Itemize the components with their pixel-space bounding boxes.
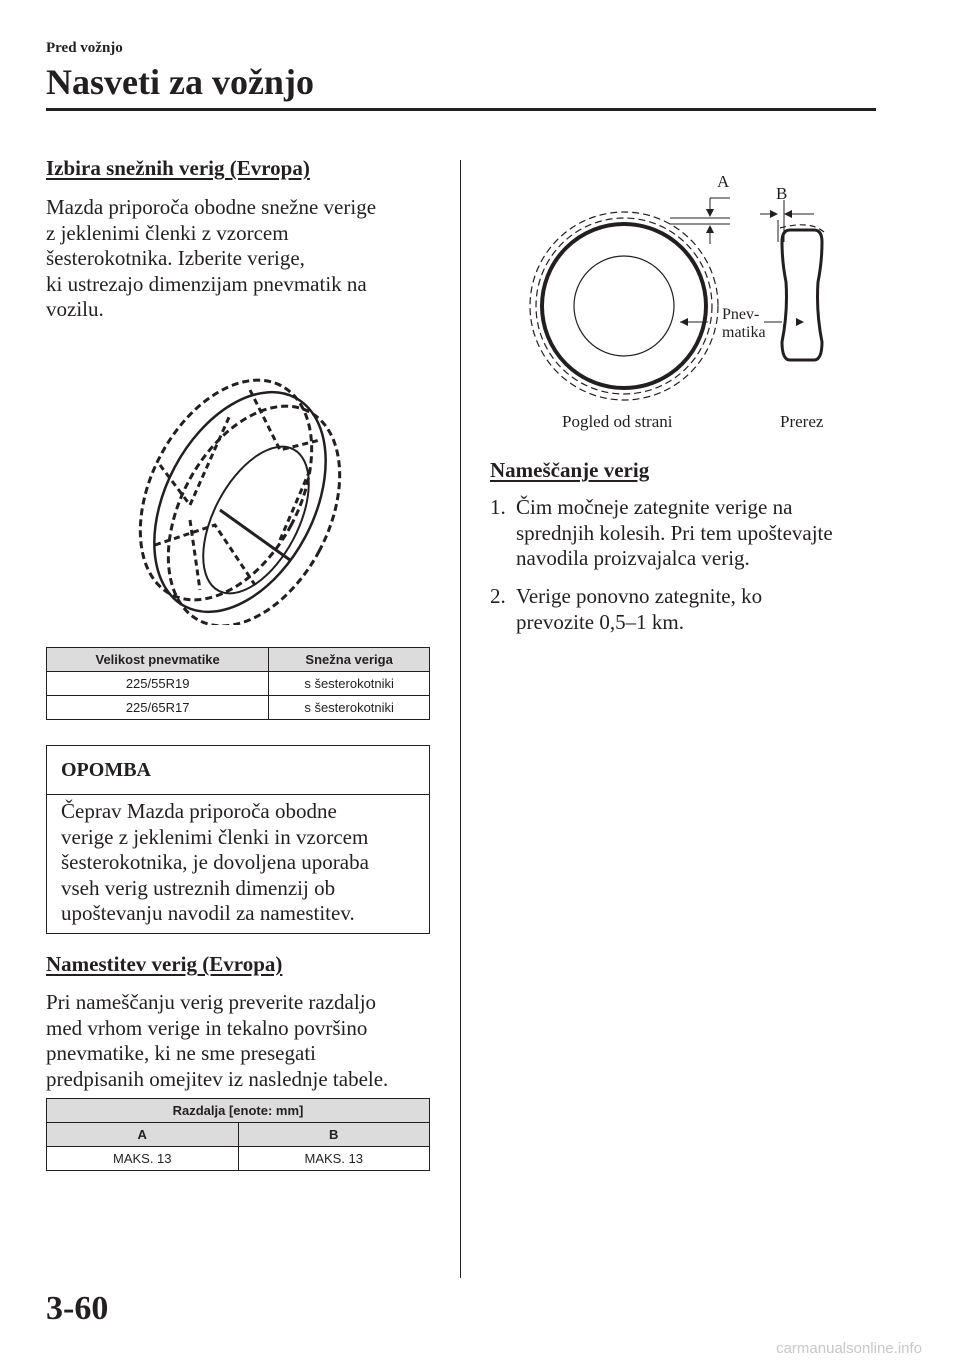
heading-snow-chain-selection: Izbira snežnih verig (Evropa) — [46, 156, 310, 180]
page-number: 3-60 — [46, 1290, 109, 1327]
table-cell: MAKS. 13 — [238, 1147, 430, 1171]
snow-chain-selection-text: Mazda priporoča obodne snežne verige z jeklenimi členki z vzorcem šesterokotnika. Izberite verige, ki ustrezajo dimenzijam pnevmatik na vozilu. — [46, 195, 377, 321]
table-row — [47, 696, 430, 720]
tire-chain-table — [46, 647, 430, 720]
table-cell: s šesterokotniki — [269, 696, 430, 720]
distance-table — [46, 1098, 430, 1171]
label-b: B — [776, 184, 788, 203]
list-item — [490, 584, 890, 639]
column-divider — [460, 160, 461, 1278]
table-header-a: A — [47, 1123, 239, 1147]
list-number: 2. — [490, 584, 506, 608]
note-box — [46, 745, 430, 934]
table-cell: 225/65R17 — [47, 696, 269, 720]
label-side-view: Pogled od strani — [562, 412, 673, 431]
label-a: A — [717, 172, 730, 191]
table-caption: Razdalja [enote: mm] — [47, 1099, 430, 1123]
table-header-tire-size: Velikost pnevmatike — [47, 648, 269, 672]
snow-chain-illustration — [130, 370, 350, 625]
table-row — [47, 1147, 430, 1171]
list-number: 1. — [490, 495, 506, 519]
heading-chain-installation: Namestitev verig (Evropa) — [46, 952, 283, 976]
label-tire-2: matika — [722, 324, 766, 341]
note-title: OPOMBA — [61, 759, 151, 781]
title-rule — [46, 108, 876, 111]
table-cell: s šesterokotniki — [269, 672, 430, 696]
list-item — [490, 495, 890, 575]
list-text: Čim močneje zategnite verige na sprednjih kolesih. Pri tem upoštevajte navodila proizvajalca verig. — [516, 495, 833, 570]
list-text: Verige ponovno zategnite, ko prevozite 0,5–1 km. — [516, 584, 763, 634]
table-cell: MAKS. 13 — [47, 1147, 239, 1171]
note-text: Čeprav Mazda priporoča obodne verige z jeklenimi členki in vzorcem šesterokotnika, je dovoljena uporaba vseh verig ustreznih dimenzij ob upoštevanju navodil za namestitev. — [61, 799, 369, 925]
chain-installation-text: Pri nameščanju verig preverite razdaljo med vrhom verige in tekalno površino pnevmatike, ki ne sme presegati predpisanih omejitev iz naslednje tabele. — [46, 990, 389, 1091]
section-label: Pred vožnjo — [46, 40, 123, 56]
label-cross-section: Prerez — [780, 412, 824, 431]
table-header-b: B — [238, 1123, 430, 1147]
table-row — [47, 672, 430, 696]
table-cell: 225/55R19 — [47, 672, 269, 696]
page-title: Nasveti za vožnjo — [46, 62, 314, 102]
watermark: carmanualsonline.info — [776, 1340, 922, 1357]
heading-chain-fitting: Nameščanje verig — [490, 458, 650, 482]
table-header-chain: Snežna veriga — [269, 648, 430, 672]
tire-clearance-diagram — [520, 160, 850, 440]
label-tire-1: Pnev- — [722, 306, 760, 323]
